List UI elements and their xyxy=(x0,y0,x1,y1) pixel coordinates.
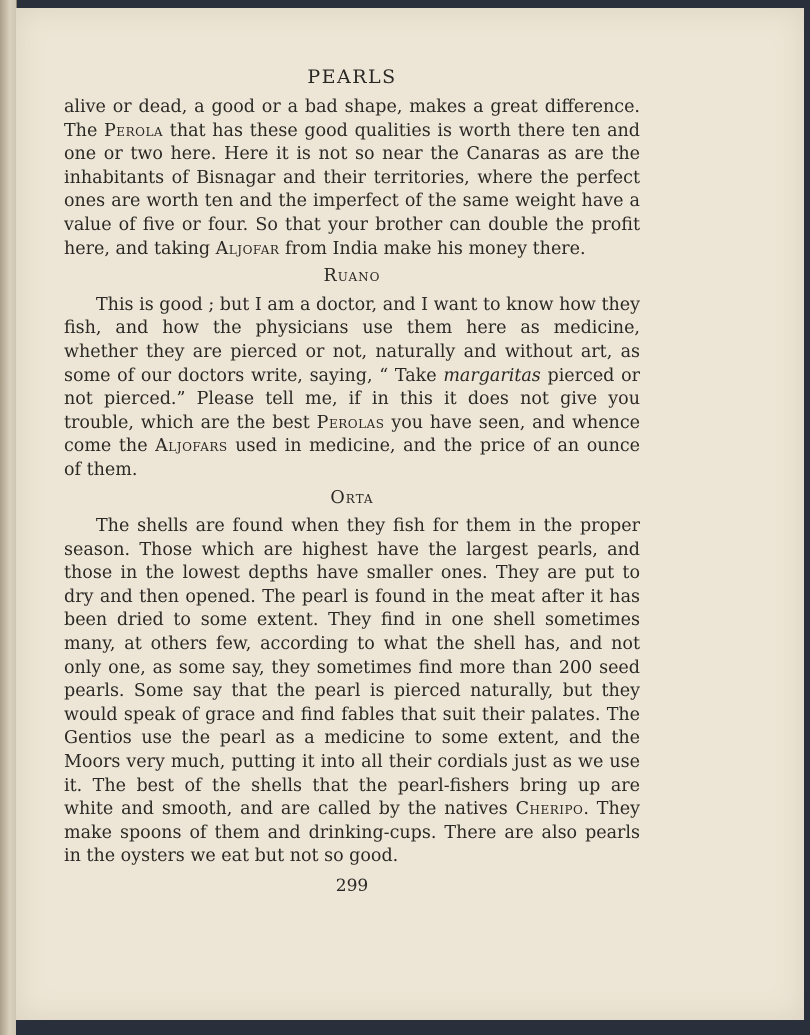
text-run: that has these good qualities is worth there ten and one or two here. Here it is not so near the Canaras as are the inhabitants of Bisnagar and their territories, where the perfect ones are worth ten and the imperfect of the same weight have a value of five or four. So that your brother can double the profit here, and taking xyxy=(64,120,640,259)
italic-term-margaritas: margaritas xyxy=(443,365,541,386)
paragraph-ruano xyxy=(64,294,640,483)
text-run: . They make spoons of them and drinking-cups. There are also pearls in the oysters we eat but not so good. xyxy=(64,799,640,867)
paragraph-orta xyxy=(64,515,640,869)
term-perolas: Perolas xyxy=(316,412,385,433)
text-run: you have seen, and whence come the xyxy=(64,412,640,457)
text-run: used in medicine, and the price of an ounce of them. xyxy=(64,436,640,480)
page-bottom-shadow xyxy=(16,1020,810,1035)
text-run: The shells are found when they fish for them in the proper season. Those which are highest have the largest pearls, and those in the lowest depths have smaller ones. They are put to dry and then opened. The pearl is found in the meat after it has been dried to some extent. They find in one shell sometimes many, at others few, according to what the shell has, and not only one, as some say, they sometimes find more than 200 seed pearls. Some say that the pearl is pierced naturally, but they would speak of grace and find fables that suit their palates. The Gentios use the pearl as a medicine to some extent, and the Moors very much, putting it into all their cordials just as we use it. The best of the shells that the pearl-fishers bring up are white and smooth, and are called by the natives xyxy=(64,516,640,820)
text-run: alive or dead, a good or a bad shape, makes a great difference. The xyxy=(64,97,640,141)
running-head: PEARLS xyxy=(307,66,397,88)
text-run: pierced or not pierced.” Please tell me, if in this it does not give you trouble, which are the best xyxy=(64,365,640,433)
term-aljofar: Aljofar xyxy=(215,238,280,259)
book-binding-edge xyxy=(0,0,17,1035)
term-perola: Perola xyxy=(104,120,164,141)
term-aljofars: Aljofars xyxy=(155,436,228,457)
page-text-block xyxy=(64,63,640,899)
text-run: from India make his money there. xyxy=(279,238,586,259)
term-cheripo: Cheripo xyxy=(515,799,584,820)
text-run: This is good ; but I am a doctor, and I want to know how they fish, and how the physicians use them here as medicine, whether they are pierced or not, naturally and without art, as some of our doctors write, saying, “ Take xyxy=(64,294,640,386)
paragraph-continued xyxy=(64,96,640,261)
page-number: 299 xyxy=(335,876,369,896)
speaker-heading-ruano: Ruano xyxy=(323,266,381,287)
speaker-heading-orta: Orta xyxy=(330,487,374,508)
